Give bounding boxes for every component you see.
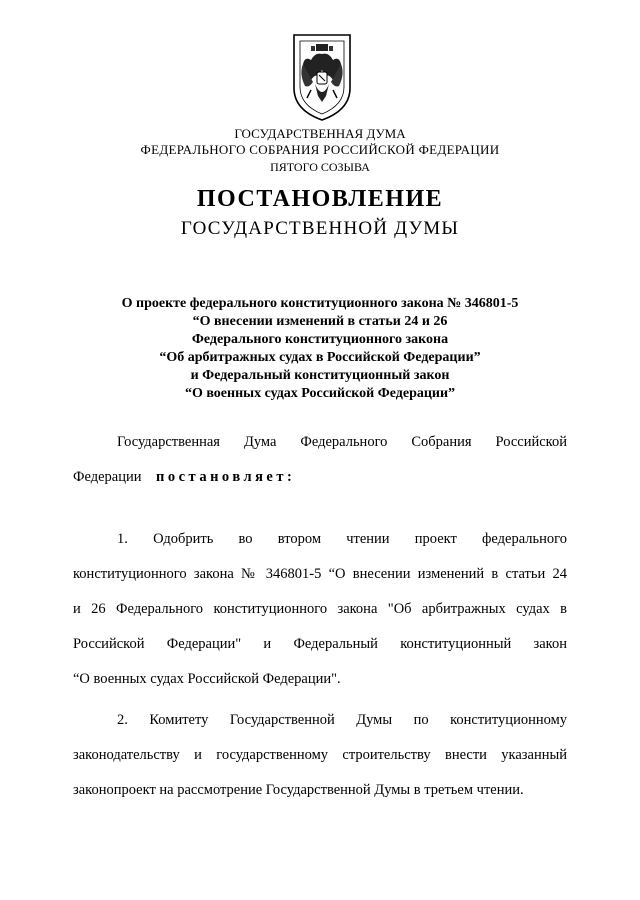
- paragraph-line: законопроект на рассмотрение Государственной Думы в третьем чтении.: [73, 782, 524, 798]
- paragraph-line: законодательству и государственному строительству внести указанный: [73, 747, 567, 763]
- subject-line: “О внесении изменений в статьи 24 и 26: [192, 314, 448, 329]
- item-1-paragraph: [73, 522, 567, 697]
- preamble-paragraph: [73, 425, 567, 495]
- paragraph-line: “О военных судах Российской Федерации".: [73, 671, 341, 687]
- subject-line: “Об арбитражных судах в Российской Федерации”: [159, 350, 481, 365]
- preamble-line: [73, 460, 567, 495]
- subject-line: О проекте федерального конституционного закона № 346801-5: [121, 296, 519, 311]
- item-2-paragraph: [73, 703, 567, 808]
- document-type-subtitle: ГОСУДАРСТВЕННОЙ ДУМЫ: [180, 218, 460, 239]
- paragraph-line: Российской Федерации" и Федеральный конституционный закон: [73, 636, 567, 652]
- paragraph-line: и 26 Федерального конституционного закона "Об арбитражных судах в: [73, 601, 567, 617]
- subject-line: Федерального конституционного закона: [191, 332, 449, 347]
- paragraph-line: 2. Комитету Государственной Думы по конституционному: [117, 712, 567, 728]
- resolution-subject: [0, 295, 640, 403]
- convocation: ПЯТОГО СОЗЫВА: [270, 160, 370, 174]
- decree-word: постановляет:: [155, 469, 296, 485]
- org-name-line-1: ГОСУДАРСТВЕННАЯ ДУМА: [234, 126, 406, 141]
- subject-line: “О военных судах Российской Федерации”: [184, 386, 456, 401]
- subject-line: и Федеральный конституционный закон: [190, 368, 450, 383]
- paragraph-line: 1. Одобрить во втором чтении проект федерального: [117, 531, 567, 547]
- coat-of-arms-emblem-icon: [291, 30, 353, 124]
- preamble-line: Государственная Дума Федерального Собрания Российской: [117, 434, 567, 450]
- preamble-line-start: Федерации: [73, 469, 142, 485]
- org-name-line-2: ФЕДЕРАЛЬНОГО СОБРАНИЯ РОССИЙСКОЙ ФЕДЕРАЦИИ: [140, 142, 500, 157]
- paragraph-line: конституционного закона № 346801-5 “О внесении изменений в статьи 24: [73, 566, 567, 582]
- document-type-title: ПОСТАНОВЛЕНИЕ: [196, 186, 444, 212]
